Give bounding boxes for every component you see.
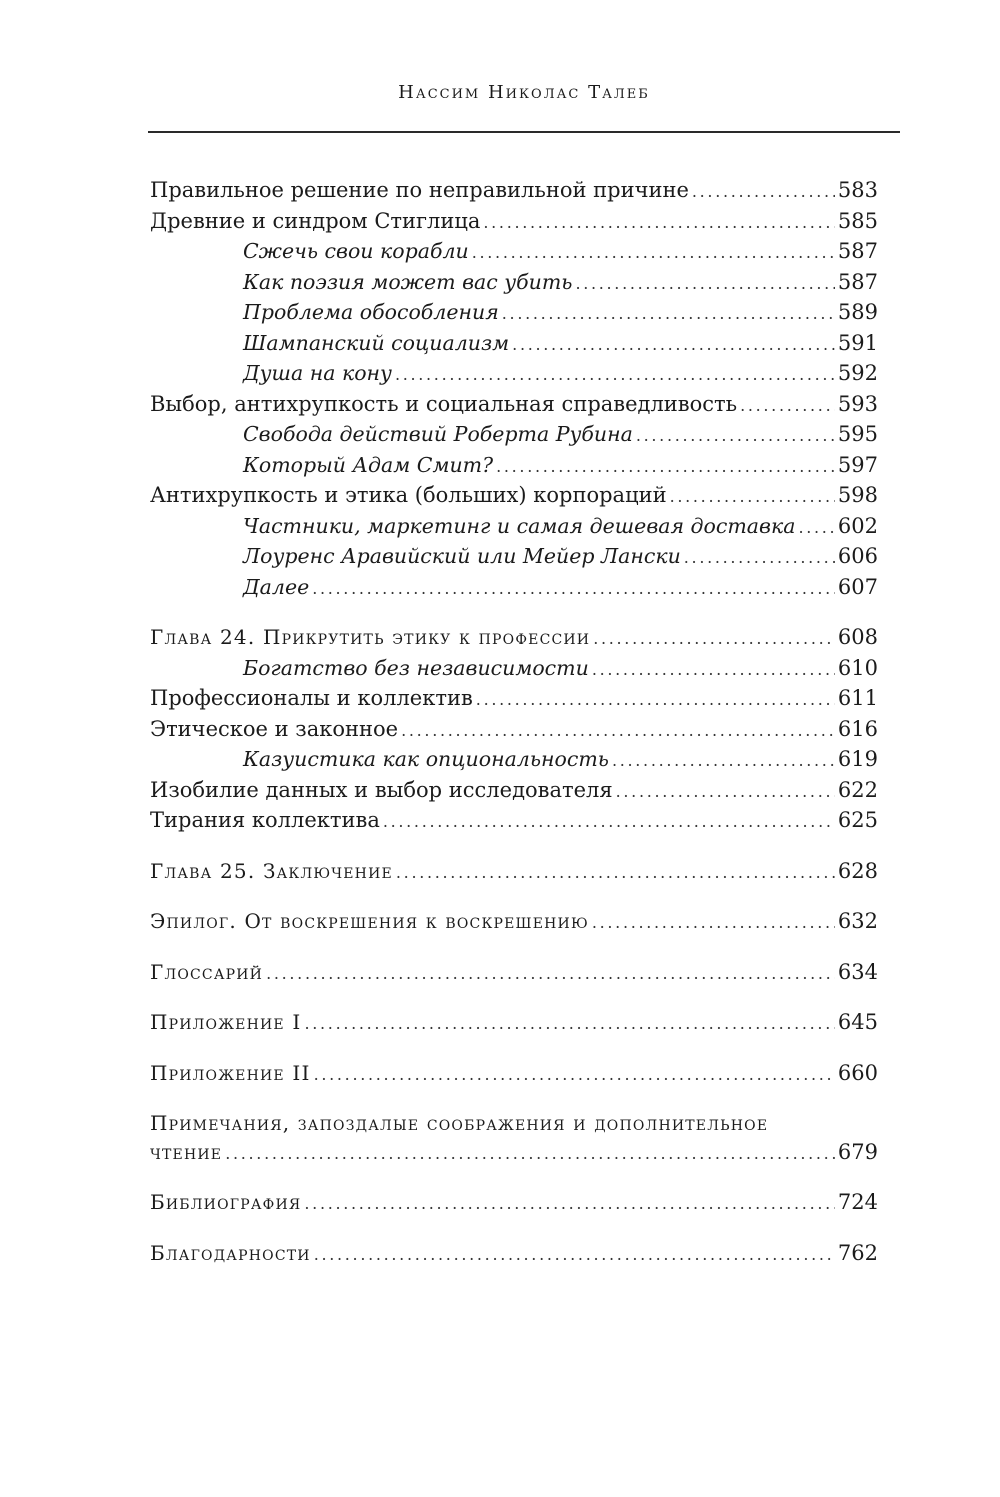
dot-leader xyxy=(225,1140,835,1169)
toc-entry-title: чтение xyxy=(150,1139,223,1164)
toc-entry-page: 611 xyxy=(837,686,878,710)
dot-leader xyxy=(396,859,835,888)
toc-entry[interactable] xyxy=(150,654,878,685)
toc-entry-title: Частники, маркетинг и самая дешевая доставка xyxy=(243,513,796,538)
toc-entry[interactable] xyxy=(150,715,878,746)
toc-entry-title: Тирания коллектива xyxy=(150,808,380,832)
toc-entry-title: Благодарности xyxy=(150,1240,311,1265)
toc-entry[interactable] xyxy=(150,745,878,776)
toc-entry[interactable] xyxy=(150,420,878,451)
toc-entry-bibliography[interactable] xyxy=(150,1188,878,1219)
dot-leader xyxy=(304,1190,835,1219)
dot-leader xyxy=(592,909,835,938)
toc-entry[interactable] xyxy=(150,268,878,299)
toc-entry-title: Профессионалы и коллектив xyxy=(150,686,473,710)
toc-entry[interactable] xyxy=(150,237,878,268)
toc-entry[interactable] xyxy=(150,390,878,421)
table-of-contents xyxy=(150,176,878,1269)
toc-entry-title: Древние и синдром Стиглица xyxy=(150,208,481,233)
toc-entry-page: 622 xyxy=(837,777,878,802)
toc-entry[interactable] xyxy=(150,623,878,654)
toc-entry[interactable] xyxy=(150,907,878,938)
toc-entry[interactable] xyxy=(150,542,878,573)
toc-entry-title: Изобилие данных и выбор исследователя xyxy=(150,777,613,802)
dot-leader xyxy=(472,239,835,268)
dot-leader xyxy=(304,1010,834,1039)
toc-entry-notes-line1[interactable]: Примечания, запоздалые соображения и дополнительное xyxy=(150,1111,769,1135)
toc-entry[interactable] xyxy=(150,451,878,482)
toc-entry-page: 607 xyxy=(837,574,878,599)
toc-entry-title: Глоссарий xyxy=(150,959,264,984)
dot-leader xyxy=(395,361,835,390)
dot-leader xyxy=(502,300,835,329)
toc-entry-page: 679 xyxy=(837,1139,878,1164)
toc-entry-page: 587 xyxy=(837,239,878,263)
toc-entry-title: Казуистика как опциональность xyxy=(243,747,609,771)
toc-entry-page: 587 xyxy=(837,269,878,294)
toc-entry-page: 724 xyxy=(837,1190,878,1214)
dot-leader xyxy=(692,178,835,207)
toc-entry-title: Шампанский социализм xyxy=(243,330,510,355)
toc-entry[interactable] xyxy=(150,481,878,512)
toc-entry[interactable] xyxy=(150,359,878,390)
toc-entry-page: 593 xyxy=(837,391,878,416)
toc-entry-title: Этическое и законное xyxy=(150,716,399,741)
toc-entry-page: 634 xyxy=(837,959,878,984)
dot-leader xyxy=(592,656,835,685)
toc-entry[interactable] xyxy=(150,573,878,604)
toc-entry-page: 762 xyxy=(837,1240,878,1265)
toc-entry-acknowledgements[interactable] xyxy=(150,1239,878,1270)
dot-leader xyxy=(636,422,835,451)
toc-entry-page: 610 xyxy=(837,655,878,680)
toc-entry-page: 595 xyxy=(837,422,878,446)
dot-leader xyxy=(314,1241,835,1270)
dot-leader xyxy=(266,960,835,989)
dot-leader xyxy=(401,717,835,746)
toc-entry[interactable] xyxy=(150,298,878,329)
toc-entry-notes[interactable] xyxy=(150,1138,878,1169)
dot-leader xyxy=(593,625,835,654)
toc-entry-title: Который Адам Смит? xyxy=(243,452,494,477)
dot-leader xyxy=(312,575,835,604)
toc-entry-page: 589 xyxy=(837,300,878,324)
toc-entry-page: 592 xyxy=(837,361,878,385)
toc-entry-title: Эпилог. От воскрешения к воскрешению xyxy=(150,909,589,933)
toc-entry[interactable] xyxy=(150,776,878,807)
toc-entry-title: Далее xyxy=(243,574,310,599)
dot-leader xyxy=(670,483,835,512)
toc-entry[interactable] xyxy=(150,207,878,238)
dot-leader xyxy=(496,453,835,482)
toc-entry-page: 585 xyxy=(837,208,878,233)
toc-entry[interactable] xyxy=(150,512,878,543)
toc-entry-page: 619 xyxy=(837,747,878,771)
toc-entry-page: 645 xyxy=(837,1010,878,1034)
toc-entry-page: 598 xyxy=(837,483,878,507)
toc-entry-title: Правильное решение по неправильной причине xyxy=(150,178,689,202)
toc-entry-title: Как поэзия может вас убить xyxy=(243,269,573,294)
toc-entry[interactable] xyxy=(150,684,878,715)
toc-entry-title: Сжечь свои корабли xyxy=(243,239,469,263)
toc-entry-page: 606 xyxy=(837,544,878,568)
toc-entry-page: 597 xyxy=(837,452,878,477)
toc-entry[interactable] xyxy=(150,176,878,207)
running-head: Нассим Николас Талеб xyxy=(398,82,650,103)
dot-leader xyxy=(512,331,835,360)
toc-entry-page: 628 xyxy=(837,858,878,883)
toc-entry[interactable] xyxy=(150,958,878,989)
toc-entry-title: Богатство без независимости xyxy=(243,655,589,680)
toc-entry-title: Библиография xyxy=(150,1190,302,1214)
toc-entry-page: 583 xyxy=(837,178,878,202)
toc-entry-page: 660 xyxy=(837,1060,878,1085)
toc-entry-title: Антихрупкость и этика (больших) корпораций xyxy=(150,483,667,507)
dot-leader xyxy=(476,686,835,715)
dot-leader xyxy=(575,270,834,299)
toc-entry-title: Выбор, антихрупкость и социальная справедливость xyxy=(150,391,738,416)
toc-entry-title: Лоуренс Аравийский или Мейер Лански xyxy=(243,544,681,568)
toc-entry[interactable] xyxy=(150,857,878,888)
dot-leader xyxy=(798,514,834,543)
toc-entry[interactable] xyxy=(150,1059,878,1090)
dot-leader xyxy=(684,544,835,573)
dot-leader xyxy=(383,808,835,837)
toc-entry-page: 632 xyxy=(837,909,878,933)
header-divider xyxy=(148,131,900,133)
toc-entry-page: 591 xyxy=(837,330,878,355)
dot-leader xyxy=(314,1061,835,1090)
dot-leader xyxy=(483,209,835,238)
toc-entry-page: 602 xyxy=(837,513,878,538)
toc-entry-page: 625 xyxy=(837,808,878,832)
toc-entry-title: Глава 25. Заключение xyxy=(150,858,393,883)
toc-entry[interactable] xyxy=(150,329,878,360)
toc-entry[interactable] xyxy=(150,1008,878,1039)
dot-leader xyxy=(740,392,835,421)
toc-entry[interactable] xyxy=(150,806,878,837)
toc-entry-page: 616 xyxy=(837,716,878,741)
toc-entry-title: Приложение II xyxy=(150,1060,311,1085)
toc-entry-title: Свобода действий Роберта Рубина xyxy=(243,422,633,446)
toc-entry-title: Душа на кону xyxy=(243,361,392,385)
toc-entry-title: Глава 24. Прикрутить этику к профессии xyxy=(150,625,591,649)
dot-leader xyxy=(616,778,835,807)
toc-entry-title: Проблема обособления xyxy=(243,300,499,324)
toc-entry-page: 608 xyxy=(837,625,878,649)
dot-leader xyxy=(612,747,835,776)
toc-entry-title: Приложение I xyxy=(150,1010,302,1034)
